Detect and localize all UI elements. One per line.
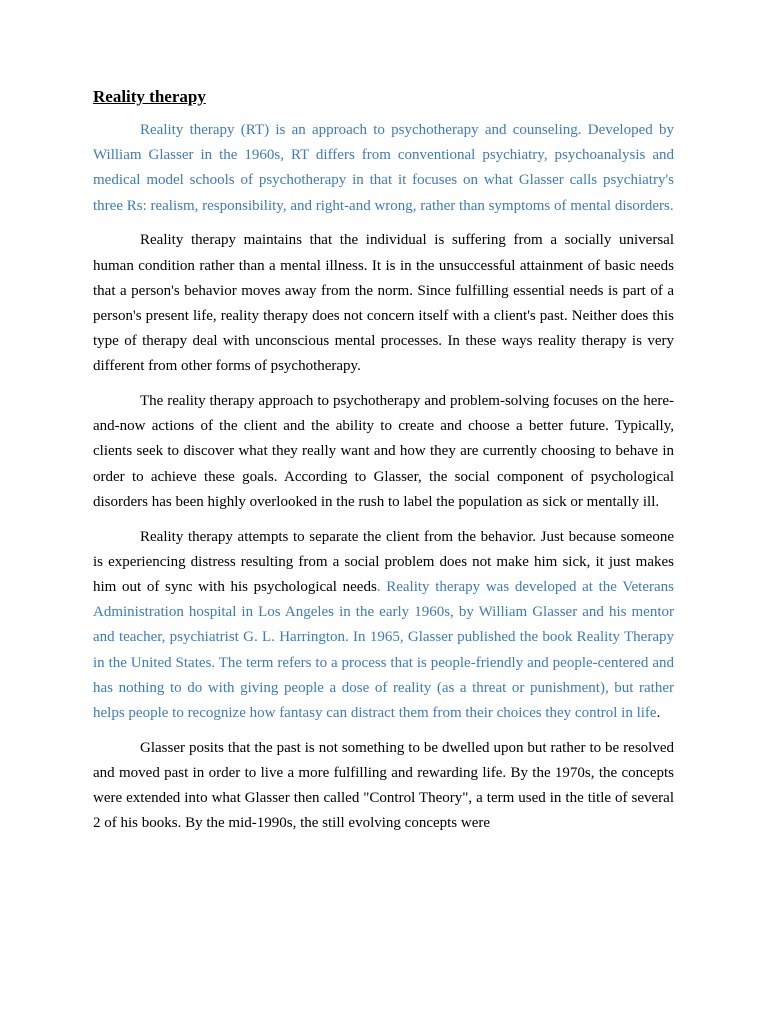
paragraph-3-text: The reality therapy approach to psychotherapy and problem-solving focuses on the here-and-now actions of the client and the ability to create and choose a better future. Typically, clients seek to discover what they really want and how they are currently choosing to behave in order to achieve these goals. According to Glasser, the social component of psychological disorders has been highly overlooked in the rush to label the population as sick or mentally ill. — [93, 393, 674, 510]
document-title: Reality therapy — [93, 87, 206, 106]
paragraph-5-text: Glasser posits that the past is not something to be dwelled upon but rather to be resolved and moved past in order to live a more fulfilling and rewarding life. By the 1970s, the concepts were extended into what Glasser then called "Control Theory", a term used in the title of several 2 of his books. By the mid-1990s, the still evolving concepts were — [93, 739, 674, 832]
paragraph-2-text: Reality therapy maintains that the individual is suffering from a socially universal human condition rather than a mental illness. It is in the unsuccessful attainment of basic needs that a person's behavior moves away from the norm. Since fulfilling essential needs is part of a person's present life, reality therapy does not concern itself with a client's past. Neither does this type of therapy deal with unconscious mental processes. In these ways reality therapy is very different from other forms of psychotherapy. — [93, 232, 674, 375]
paragraph-1 — [93, 118, 674, 219]
paragraph-4-text-b: . Reality therapy was developed at the Veterans Administration hospital in Los Angeles in the early 1960s, by William Glasser and his mentor and teacher, psychiatrist G. L. Harrington. In 1965, Glasser published the book Reality Therapy in the United States. The term refers to a process that is people-friendly and people-centered and has nothing to do with giving people a dose of reality (as a threat or punishment), but rather helps people to recognize how fantasy can distract them from their choices they control in life — [93, 578, 674, 721]
paragraph-5 — [93, 736, 674, 837]
paragraph-4-text-a: Reality therapy attempts to separate the client from the behavior. Just because someone is experiencing distress resulting from a social problem does not make him sick, it just makes him out of sync with his psychological needs — [93, 528, 674, 595]
document-page — [93, 86, 674, 846]
paragraph-4 — [93, 525, 674, 727]
paragraph-4-text-c: . — [656, 704, 661, 721]
paragraph-1-text: Reality therapy (RT) is an approach to psychotherapy and counseling. Developed by William Glasser in the 1960s, RT differs from conventional psychiatry, psychoanalysis and medical model schools of psychotherapy in that it focuses on what Glasser calls psychiatry's three Rs: realism, responsibility, and right-and wrong, rather than symptoms of mental disorders. — [93, 122, 674, 214]
paragraph-2 — [93, 228, 674, 379]
paragraph-3 — [93, 389, 674, 515]
